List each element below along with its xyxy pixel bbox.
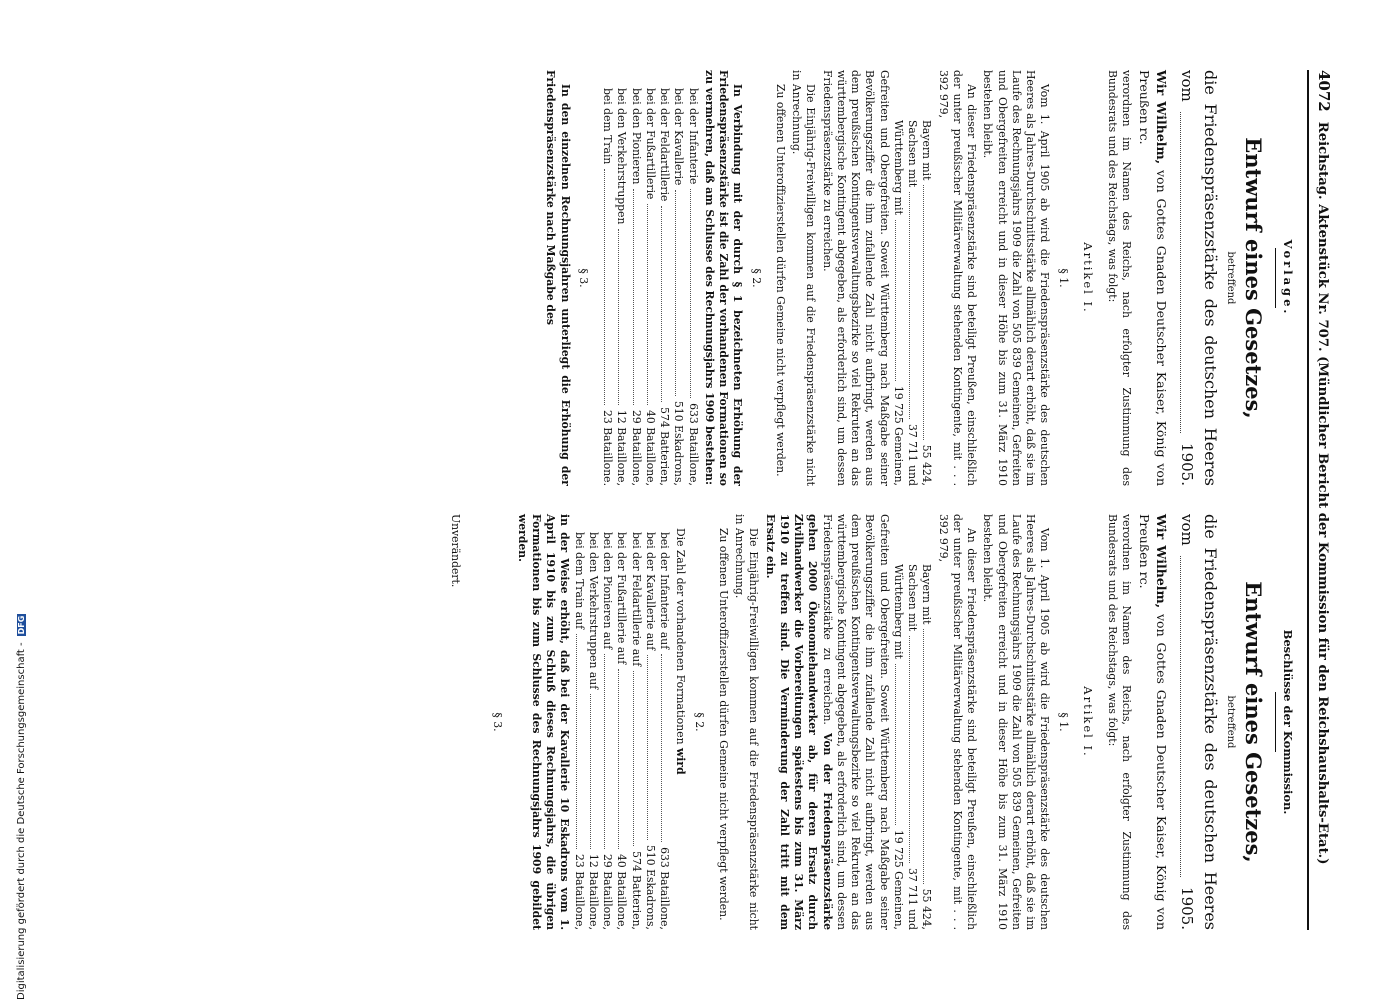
formation-row: bei den Verkehrstruppen 12 Bataillone, xyxy=(615,88,629,486)
column-beschluesse xyxy=(446,514,1299,930)
column-heading: Beschlüsse der Kommission. xyxy=(1281,629,1296,815)
date-line xyxy=(1176,514,1196,930)
formation-row: bei dem Train 23 Bataillone. xyxy=(601,88,615,486)
betreffend-label: betreffend xyxy=(1225,695,1237,749)
page-number: 4072 xyxy=(1315,70,1333,112)
s1-p3-amendment: Von der Friedenspräsenzstärke gehen 2000 Ökonomiehandwerker ab, für deren Ersatz durch Zivilhandwerker die Vorbereitungen spätestens bis zum 31. März 1910 zu treffen sind. Die Verminderung der Zahl tritt mit dem Ersatz ein. xyxy=(763,514,834,930)
verordnen-text: verordnen im Namen des Reichs, nach erfolgter Zustimmung des Bundesrats und des Reichstags, was folgt: xyxy=(1105,514,1134,930)
section-1-heading: § 1. xyxy=(1056,268,1070,288)
s2-paragraph-2: in der Weise erhöht, daß bei der Kavallerie 10 Eskadrons vom 1. April 1910 bis zum Schluß dieses Rechnungsjahrs, die übrigen Formationen bis zum Schlusse des Rechnungsjahrs 1909 gebildet werden. xyxy=(515,514,572,930)
vom-label: vom xyxy=(1178,514,1197,546)
section-2-heading: § 2. xyxy=(749,268,763,288)
formation-row: bei den Pionieren auf 29 Bataillone, xyxy=(601,532,615,930)
date-line xyxy=(1176,70,1196,486)
state-row: Sachsen mit 37 711 und xyxy=(906,564,920,930)
formation-row: bei der Fußartillerie 40 Bataillone, xyxy=(643,88,657,486)
preamble xyxy=(1135,514,1170,930)
verordnen-text: verordnen im Namen des Reichs, nach erfolgter Zustimmung des Bundesrats und des Reichstags, was folgt: xyxy=(1105,70,1134,486)
s1-p2-text: An dieser Friedenspräsenzstärke sind beteiligt Preußen, einschließlich der unter preußischer Militärverwaltung stehenden Kontingente, mit xyxy=(950,70,979,486)
section-2-heading: § 2. xyxy=(692,712,706,732)
dfg-logo: DFG xyxy=(17,615,26,635)
date-blank xyxy=(1180,112,1181,433)
state-row: Württemberg mit 19 725 Gemeinen, xyxy=(891,564,905,930)
formation-row: bei der Kavallerie auf 510 Eskadrons, xyxy=(643,532,657,930)
formation-row: bei der Infanterie auf 633 Bataillone, xyxy=(658,532,672,930)
s1-paragraph-3 xyxy=(762,514,890,930)
column-vorlage xyxy=(446,70,1299,486)
year-label: 1905. xyxy=(1178,443,1197,486)
s1-paragraph-1: Vom 1. April 1905 ab wird die Friedenspräsenzstärke des deutschen Heeres als Jahres-Durchschnittsstärke allmählich derart erhöht, daß sie im Laufe des Rechnungsjahrs 1909 die Zahl von 505 839 Gemeinen, Gefreiten und Obergefreiten erreicht und in dieser Höhe bis zum 31. März 1910 bestehen bleibt. xyxy=(981,514,1052,930)
heading-rule xyxy=(1275,248,1276,308)
heading-rule xyxy=(1275,692,1276,752)
s2-paragraph-1: In Verbindung mit der durch § 1 bezeichneten Erhöhung der Friedenspräsenzstärke ist die Zahl der vorhandenen Formationen so zu vermehren, daß am Schlusse des Rechnungsjahrs 1909 bestehen: xyxy=(702,70,745,486)
wir-name: Wir Wilhelm, xyxy=(1154,70,1170,165)
wir-rest: von Gottes Gnaden Deutscher Kaiser, König von Preußen rc. xyxy=(1136,514,1170,930)
formation-row: bei den Verkehrstruppen auf 12 Bataillone, xyxy=(586,532,600,930)
formation-row: bei den Pionieren 29 Bataillone, xyxy=(629,88,643,486)
law-subject: die Friedenspräsenzstärke des deutschen Heeres xyxy=(1201,70,1221,486)
formation-row: bei der Kavallerie 510 Eskadrons, xyxy=(672,88,686,486)
year-label: 1905. xyxy=(1178,887,1197,930)
formation-row: bei der Fußartillerie auf 40 Bataillone, xyxy=(615,532,629,930)
s1-paragraph-4: Die Einjährig-Freiwilligen kommen auf die Friedenspräsenzstärke nicht in Anrechnung. xyxy=(733,514,761,930)
running-header xyxy=(1307,70,1333,930)
section-1-heading: § 1. xyxy=(1056,712,1070,732)
formation-row: bei dem Train auf 23 Bataillone, xyxy=(572,532,586,930)
date-blank xyxy=(1180,556,1181,877)
s1-p3-text: Gefreiten und Obergefreiten. Soweit Württemberg nach Maßgabe seiner Bevölkerungsziffer die ihm zufallende Zahl nicht aufbringt, werden aus dem preußischen Kontingentsverwaltungsbezirke so viel Rekruten an das württembergische Kontingent abgegeben, als erforderlich sind, um dessen Friedenspräsenzstärke zu erreichen. xyxy=(820,514,891,930)
state-row: Bayern mit 55 424, xyxy=(920,564,934,930)
formation-row: bei der Infanterie 633 Bataillone, xyxy=(686,88,700,486)
article-heading: Artikel I. xyxy=(1080,686,1095,758)
wir-rest: von Gottes Gnaden Deutscher Kaiser, König von Preußen rc. xyxy=(1136,70,1170,486)
wir-name: Wir Wilhelm, xyxy=(1154,514,1170,609)
law-title: Entwurf eines Gesetzes, xyxy=(1241,581,1267,863)
section-3-heading: § 3. xyxy=(491,712,505,732)
footer-text: Digitalisierung gefördert durch die Deutsche Forschungsgemeinschaft - xyxy=(16,642,27,1000)
s1-p2-value: 392 979, xyxy=(936,70,950,119)
betreffend-label: betreffend xyxy=(1225,251,1237,305)
law-title: Entwurf eines Gesetzes, xyxy=(1241,137,1267,419)
column-heading: Vorlage. xyxy=(1281,239,1296,317)
vom-label: vom xyxy=(1178,70,1197,102)
s1-paragraph-4: Die Einjährig-Freiwilligen kommen auf die Friedenspräsenzstärke nicht in Anrechnung. xyxy=(790,70,818,486)
state-row: Württemberg mit 19 725 Gemeinen, xyxy=(891,120,905,486)
digitization-footer xyxy=(16,0,27,1000)
section-3-heading: § 3. xyxy=(576,268,590,288)
s1-paragraph-2: An dieser Friedenspräsenzstärke sind beteiligt Preußen, einschließlich der unter preußischer Militärverwaltung stehenden Kontingente, mit . . . 392 979, xyxy=(936,70,979,486)
s1-paragraph-1: Vom 1. April 1905 ab wird die Friedenspräsenzstärke des deutschen Heeres als Jahres-Durchschnittsstärke allmählich derart erhöht, daß sie im Laufe des Rechnungsjahrs 1909 die Zahl von 505 839 Gemeinen, Gefreiten und Obergefreiten erreicht und in dieser Höhe bis zum 31. März 1910 bestehen bleibt. xyxy=(981,70,1052,486)
state-row: Bayern mit 55 424, xyxy=(920,120,934,486)
s1-paragraph-2: An dieser Friedenspräsenzstärke sind beteiligt Preußen, einschließlich der unter preußischer Militärverwaltung stehenden Kontingente, mit . . . 392 979, xyxy=(936,514,979,930)
law-subject: die Friedenspräsenzstärke des deutschen Heeres xyxy=(1201,514,1221,930)
s3-paragraph-1: In den einzelnen Rechnungsjahren unterliegt die Erhöhung der Friedenspräsenzstärke nach Maßgabe des xyxy=(544,70,572,486)
formation-row: bei der Feldartillerie auf 574 Batterien, xyxy=(629,532,643,930)
s2-paragraph-1: Die Zahl der vorhandenen Formationen wird xyxy=(674,528,688,775)
running-title: Reichstag. Aktenstück Nr. 707. (Mündlicher Bericht der Kommission für den Reichshaushalts-Etat.) xyxy=(1315,121,1330,865)
state-row: Sachsen mit 37 711 und xyxy=(906,120,920,486)
formation-row: bei der Feldartillerie 574 Batterien, xyxy=(658,88,672,486)
article-heading: Artikel I. xyxy=(1080,242,1095,314)
s1-paragraph-5: Zu offenen Unteroffizierstellen dürfen Gemeine nicht verpflegt werden. xyxy=(773,84,787,477)
preamble xyxy=(1135,70,1170,486)
s1-paragraph-5: Zu offenen Unteroffizierstellen dürfen Gemeine nicht verpflegt werden. xyxy=(716,528,730,921)
s1-paragraph-3: Gefreiten und Obergefreiten. Soweit Württemberg nach Maßgabe seiner Bevölkerungsziffer die ihm zufallende Zahl nicht aufbringt, werden aus dem preußischen Kontingentsverwaltungsbezirke so viel Rekruten an das württembergische Kontingent abgegeben, als erforderlich sind, um dessen Friedenspräsenzstärke zu erreichen. xyxy=(820,70,891,486)
s1-p2-value: 392 979, xyxy=(936,514,950,563)
s1-p2-text: An dieser Friedenspräsenzstärke sind beteiligt Preußen, einschließlich der unter preußischer Militärverwaltung stehenden Kontingente, mit xyxy=(950,514,979,930)
unchanged-note: Unverändert. xyxy=(449,514,463,588)
